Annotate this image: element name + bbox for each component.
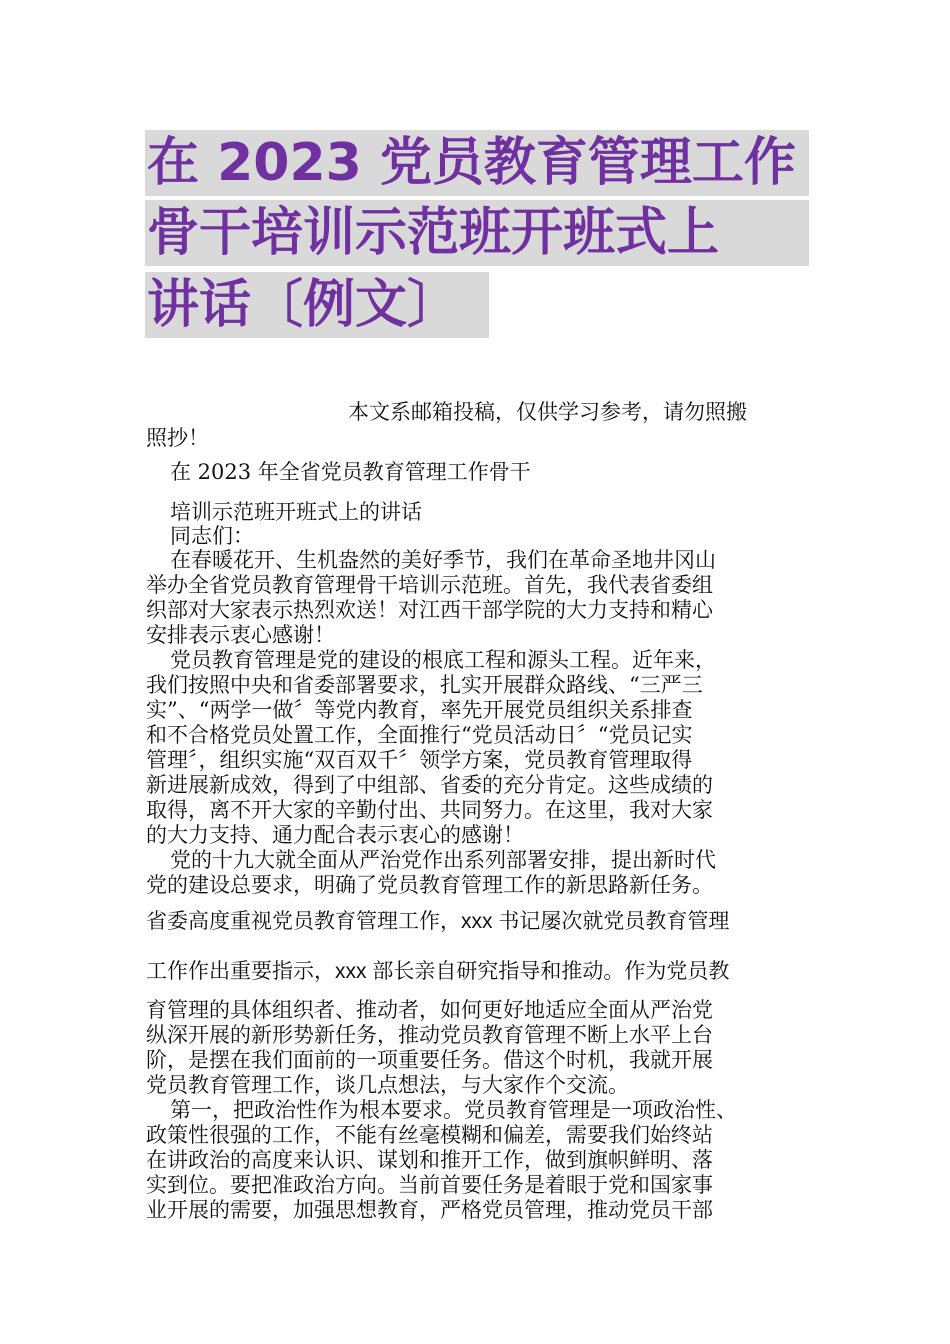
- notice-line-2: 照抄！: [146, 426, 209, 450]
- speech-heading-line-2: 培训示范班开班式上的讲话: [170, 500, 422, 524]
- body-line: 实”、“两学一做〞等党内教育，率先开展党员组织关系排查: [146, 698, 693, 722]
- speech-heading-line-1: 在 2023 年全省党员教育管理工作骨干: [170, 460, 531, 484]
- body-line: 取得，离不开大家的辛勤付出、共同努力。在这里，我对大家: [146, 798, 713, 822]
- body-line: 育管理的具体组织者、推动者，如何更好地适应全面从严治党: [146, 998, 713, 1022]
- body-line: 党的建设总要求，明确了党员教育管理工作的新思路新任务。: [146, 873, 713, 897]
- body-line: 党的十九大就全面从严治党作出系列部署安排，提出新时代: [170, 848, 716, 872]
- body-line: 安排表示衷心感谢！: [146, 623, 335, 647]
- body-line: 业开展的需要，加强思想教育，严格党员管理，推动党员干部: [146, 1198, 713, 1222]
- body-line: 管理〞，组织实施“双百双千〞领学方案，党员教育管理取得: [146, 748, 693, 772]
- body-line: 党员教育管理是党的建设的根底工程和源头工程。近年来，: [170, 648, 716, 672]
- body-line: 政策性很强的工作，不能有丝毫模糊和偏差，需要我们始终站: [146, 1123, 713, 1147]
- body-line: 第一，把政治性作为根本要求。党员教育管理是一项政治性、: [170, 1098, 737, 1122]
- body-line: 工作作出重要指示，xxx 部长亲自研究指导和推动。作为党员教: [146, 960, 730, 983]
- body-line: 在春暖花开、生机盎然的美好季节，我们在革命圣地井冈山: [170, 548, 716, 572]
- title-line-2: 骨干培训示范班开班式上: [145, 200, 809, 266]
- body-line: 的大力支持、通力配合表示衷心的感谢！: [146, 823, 524, 847]
- body-line: 纵深开展的新形势新任务，推动党员教育管理不断上水平上台: [146, 1023, 713, 1047]
- title-line-3: 讲话〔例文〕: [145, 272, 489, 338]
- body-line: 实到位。要把准政治方向。当前首要任务是着眼于党和国家事: [146, 1173, 713, 1197]
- body-line: 新进展新成效，得到了中组部、省委的充分肯定。这些成绩的: [146, 773, 713, 797]
- body-line: 党员教育管理工作，谈几点想法，与大家作个交流。: [146, 1073, 629, 1097]
- body-line: 省委高度重视党员教育管理工作，xxx 书记屡次就党员教育管理: [146, 910, 730, 933]
- notice-line-1: 本文系邮箱投稿，仅供学习参考，请勿照搬: [348, 400, 747, 424]
- body-line: 我们按照中央和省委部署要求，扎实开展群众路线、“三严三: [146, 673, 703, 697]
- title-line-1: 在 2023 党员教育管理工作: [145, 130, 809, 196]
- body-line: 在讲政治的高度来认识、谋划和推开工作，做到旗帜鲜明、落: [146, 1148, 713, 1172]
- salutation: 同志们：: [170, 524, 254, 548]
- body-line: 和不合格党员处置工作，全面推行“党员活动日〞“党员记实: [146, 723, 693, 747]
- body-line: 举办全省党员教育管理骨干培训示范班。首先，我代表省委组: [146, 573, 713, 597]
- body-line: 阶，是摆在我们面前的一项重要任务。借这个时机，我就开展: [146, 1048, 713, 1072]
- body-line: 织部对大家表示热烈欢送！对江西干部学院的大力支持和精心: [146, 598, 713, 622]
